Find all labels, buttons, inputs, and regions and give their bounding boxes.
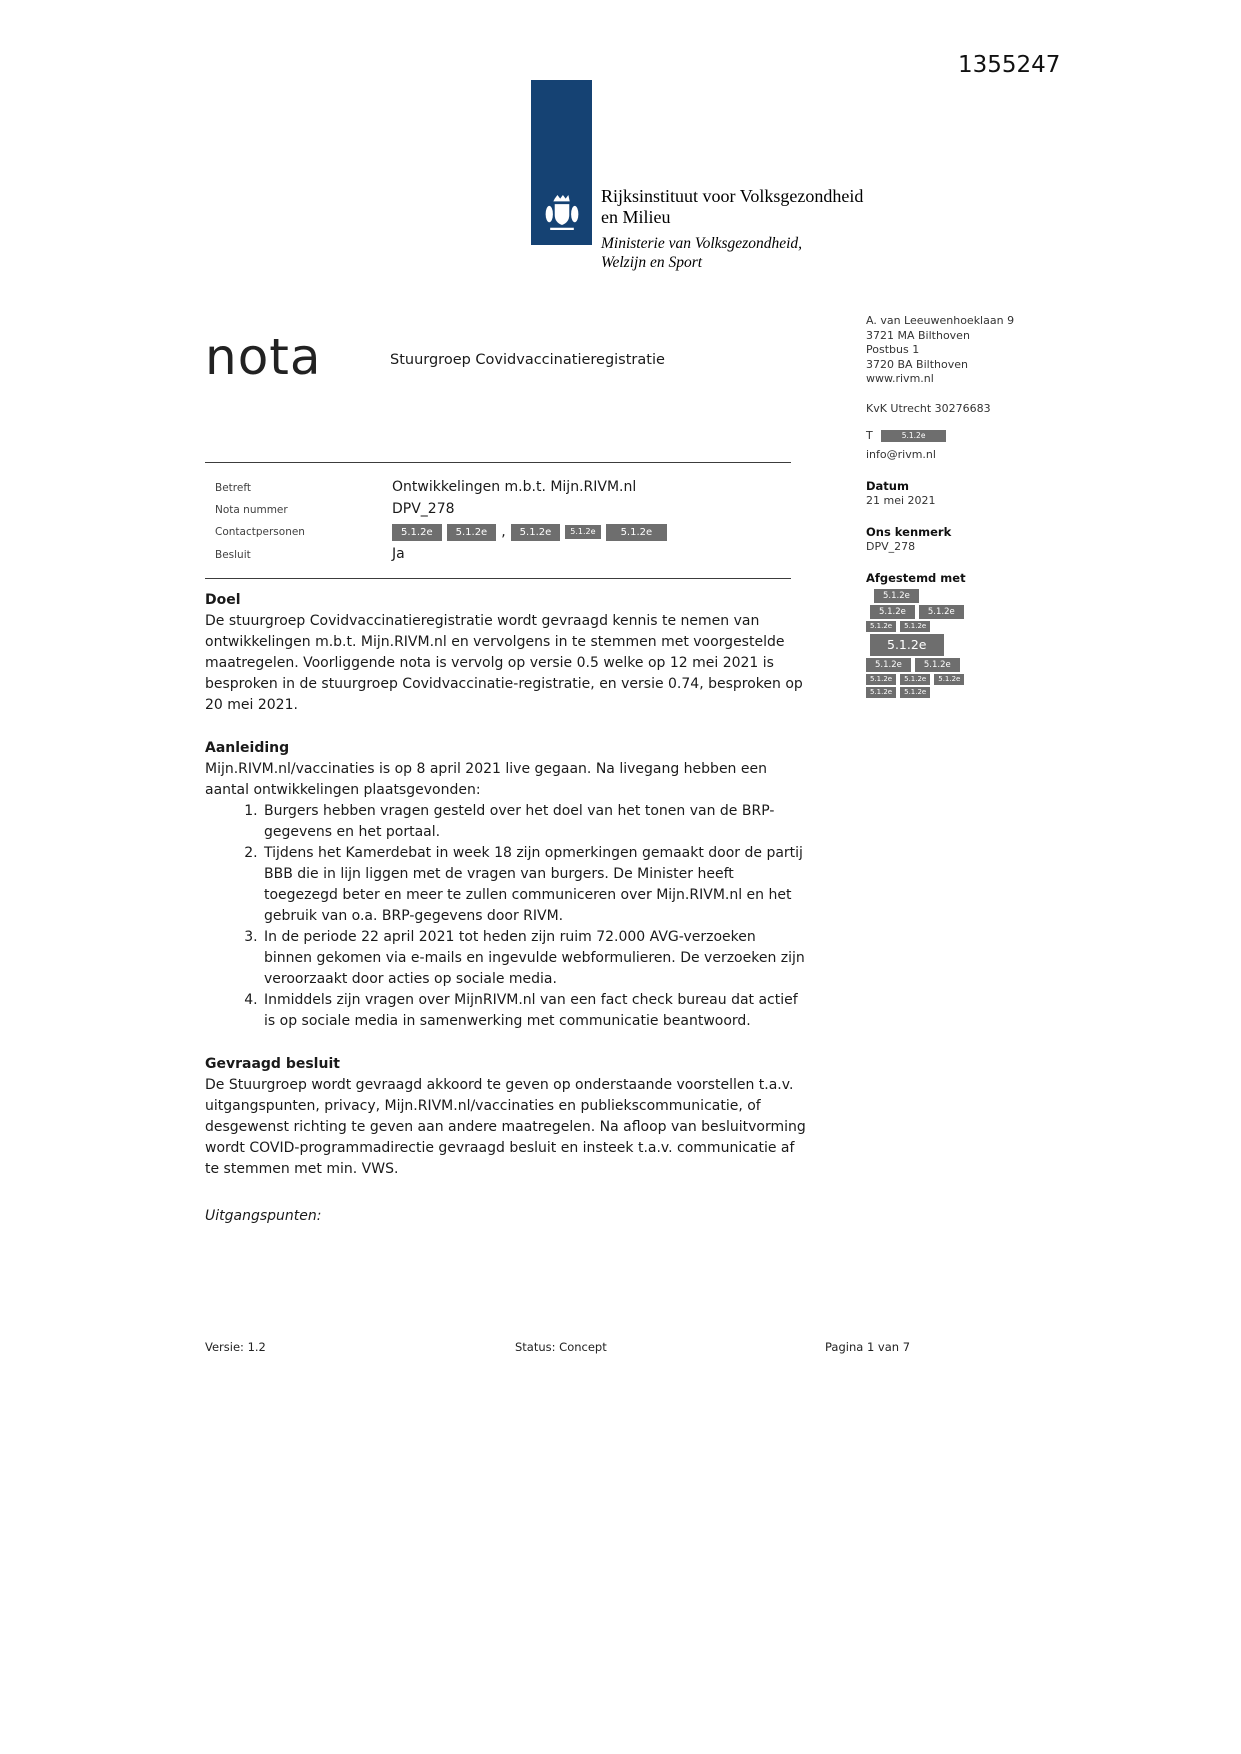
kenmerk-label: Ons kenmerk <box>866 525 952 539</box>
section-aanleiding-intro: Mijn.RIVM.nl/vaccinaties is op 8 april 2021 live gegaan. Na livegang hebben een aantal ontwikkelingen plaatsgevonden: <box>205 761 767 798</box>
aanleiding-list <box>205 801 806 1032</box>
redaction-block: 5.1.2e <box>866 687 896 698</box>
address-line: A. van Leeuwenhoeklaan 9 <box>866 314 1015 327</box>
contactpersonen-label: Contactpersonen <box>215 526 305 538</box>
redaction-block: 5.1.2e <box>881 430 947 442</box>
list-item: 4. Inmiddels zijn vragen over MijnRIVM.nl van een fact check bureau dat actief is op sociale media in samenwerking met communicatie beantwoord. <box>262 990 806 1032</box>
footer-pagina: Pagina 1 van 7 <box>825 1340 911 1354</box>
redaction-block: 5.1.2e <box>900 687 930 698</box>
document-body <box>205 590 806 1227</box>
section-aanleiding-heading: Aanleiding <box>205 740 290 756</box>
afgestemd-redactions <box>866 589 1076 698</box>
org-name-line1: Rijksinstituut voor Volksgezondheid <box>601 186 864 206</box>
rijksoverheid-logo-banner <box>531 80 592 245</box>
footer-status: Status: Concept <box>515 1340 607 1354</box>
phone-row <box>866 429 1076 444</box>
afgestemd-label: Afgestemd met <box>866 571 966 585</box>
redaction-block: 5.1.2e <box>866 674 896 685</box>
section-doel-heading: Doel <box>205 592 241 608</box>
kvk-number: KvK Utrecht 30276683 <box>866 401 991 415</box>
rivm-crest-icon <box>542 193 582 237</box>
email-address: info@rivm.nl <box>866 447 936 461</box>
list-item: 3. In de periode 22 april 2021 tot heden zijn ruim 72.000 AVG-verzoeken binnen gekomen via e-mails en ingevulde webformulieren. De verzoeken zijn veroorzaakt door acties op sociale media. <box>262 927 806 990</box>
website-link: www.rivm.nl <box>866 372 934 385</box>
redaction-block: 5.1.2e <box>392 524 442 541</box>
redaction-block: 5.1.2e <box>866 621 896 632</box>
separator-comma: , <box>501 524 506 540</box>
redaction-block: 5.1.2e <box>919 605 964 619</box>
nota-nummer-label: Nota nummer <box>215 504 288 516</box>
besluit-label: Besluit <box>215 549 251 561</box>
redaction-block: 5.1.2e <box>900 621 930 632</box>
datum-label: Datum <box>866 479 909 493</box>
redaction-block: 5.1.2e <box>915 658 960 672</box>
redaction-block: 5.1.2e <box>447 524 497 541</box>
redaction-block: 5.1.2e <box>606 524 668 541</box>
footer-versie: Versie: 1.2 <box>205 1340 266 1354</box>
redaction-block: 5.1.2e <box>934 674 964 685</box>
document-fields <box>205 477 791 564</box>
datum-value: 21 mei 2021 <box>866 493 936 507</box>
nota-nummer-value: DPV_278 <box>392 501 455 517</box>
ministry-name <box>601 234 863 272</box>
section-gevraagd-text: De Stuurgroep wordt gevraagd akkoord te geven op onderstaande voorstellen t.a.v. uitgangspunten, privacy, Mijn.RIVM.nl/vaccinaties en publiekscommunicatie, of desgewenst richting te geven aan andere maatregelen. Na afloop van besluitvorming wordt COVID-programmadirectie gevraagd besluit en insteek t.a.v. communicatie af te stemmen met min. VWS. <box>205 1077 806 1177</box>
section-gevraagd-heading: Gevraagd besluit <box>205 1056 340 1072</box>
redaction-block: 5.1.2e <box>870 605 915 619</box>
redaction-block: 5.1.2e <box>565 525 600 539</box>
besluit-value: Ja <box>392 546 405 562</box>
redaction-block: 5.1.2e <box>870 634 944 656</box>
kenmerk-value: DPV_278 <box>866 539 916 553</box>
ministry-line1: Ministerie van Volksgezondheid, <box>601 235 803 252</box>
address-line: 3720 BA Bilthoven <box>866 357 968 371</box>
list-item: 2. Tijdens het Kamerdebat in week 18 zijn opmerkingen gemaakt door de partij BBB die in lijn liggen met de vragen van burgers. De Minister heeft toegezegd beter en meer te zullen communiceren over Mijn.RIVM.nl en het gebruik van o.a. BRP-gegevens door RIVM. <box>262 843 806 927</box>
betreft-value: Ontwikkelingen m.b.t. Mijn.RIVM.nl <box>392 479 637 495</box>
contact-column <box>866 314 1076 700</box>
phone-label: T <box>866 429 873 442</box>
redaction-block: 5.1.2e <box>511 524 561 541</box>
section-doel-text: De stuurgroep Covidvaccinatieregistratie wordt gevraagd kennis te nemen van ontwikkelingen m.b.t. Mijn.RIVM.nl en vervolgens in te stemmen met voorgestelde maatregelen. Voorliggende nota is vervolg op versie 0.5 welke op 12 mei 2021 is besproken in de stuurgroep Covidvaccinatie-registratie, en versie 0.74, besproken op 20 mei 2021. <box>205 613 803 713</box>
org-name-line2: en Milieu <box>601 207 671 227</box>
redaction-block: 5.1.2e <box>874 589 919 603</box>
ministry-line2: Welzijn en Sport <box>601 254 703 271</box>
list-item: 1. Burgers hebben vragen gesteld over het doel van het tonen van de BRP-gegevens en het portaal. <box>262 801 806 843</box>
betreft-label: Betreft <box>215 482 251 494</box>
contactpersonen-value <box>392 521 791 542</box>
logo-text <box>601 186 863 272</box>
address-line: Postbus 1 <box>866 343 920 356</box>
doc-subject: Stuurgroep Covidvaccinatieregistratie <box>390 352 665 368</box>
uitgangspunten-label: Uitgangspunten: <box>205 1208 322 1224</box>
doc-type-title: nota <box>205 328 322 386</box>
divider-bottom <box>205 578 791 579</box>
address-line: 3721 MA Bilthoven <box>866 328 970 342</box>
redaction-block: 5.1.2e <box>900 674 930 685</box>
divider-top <box>205 462 791 463</box>
document-id: 1355247 <box>958 52 1061 78</box>
redaction-block: 5.1.2e <box>866 658 911 672</box>
